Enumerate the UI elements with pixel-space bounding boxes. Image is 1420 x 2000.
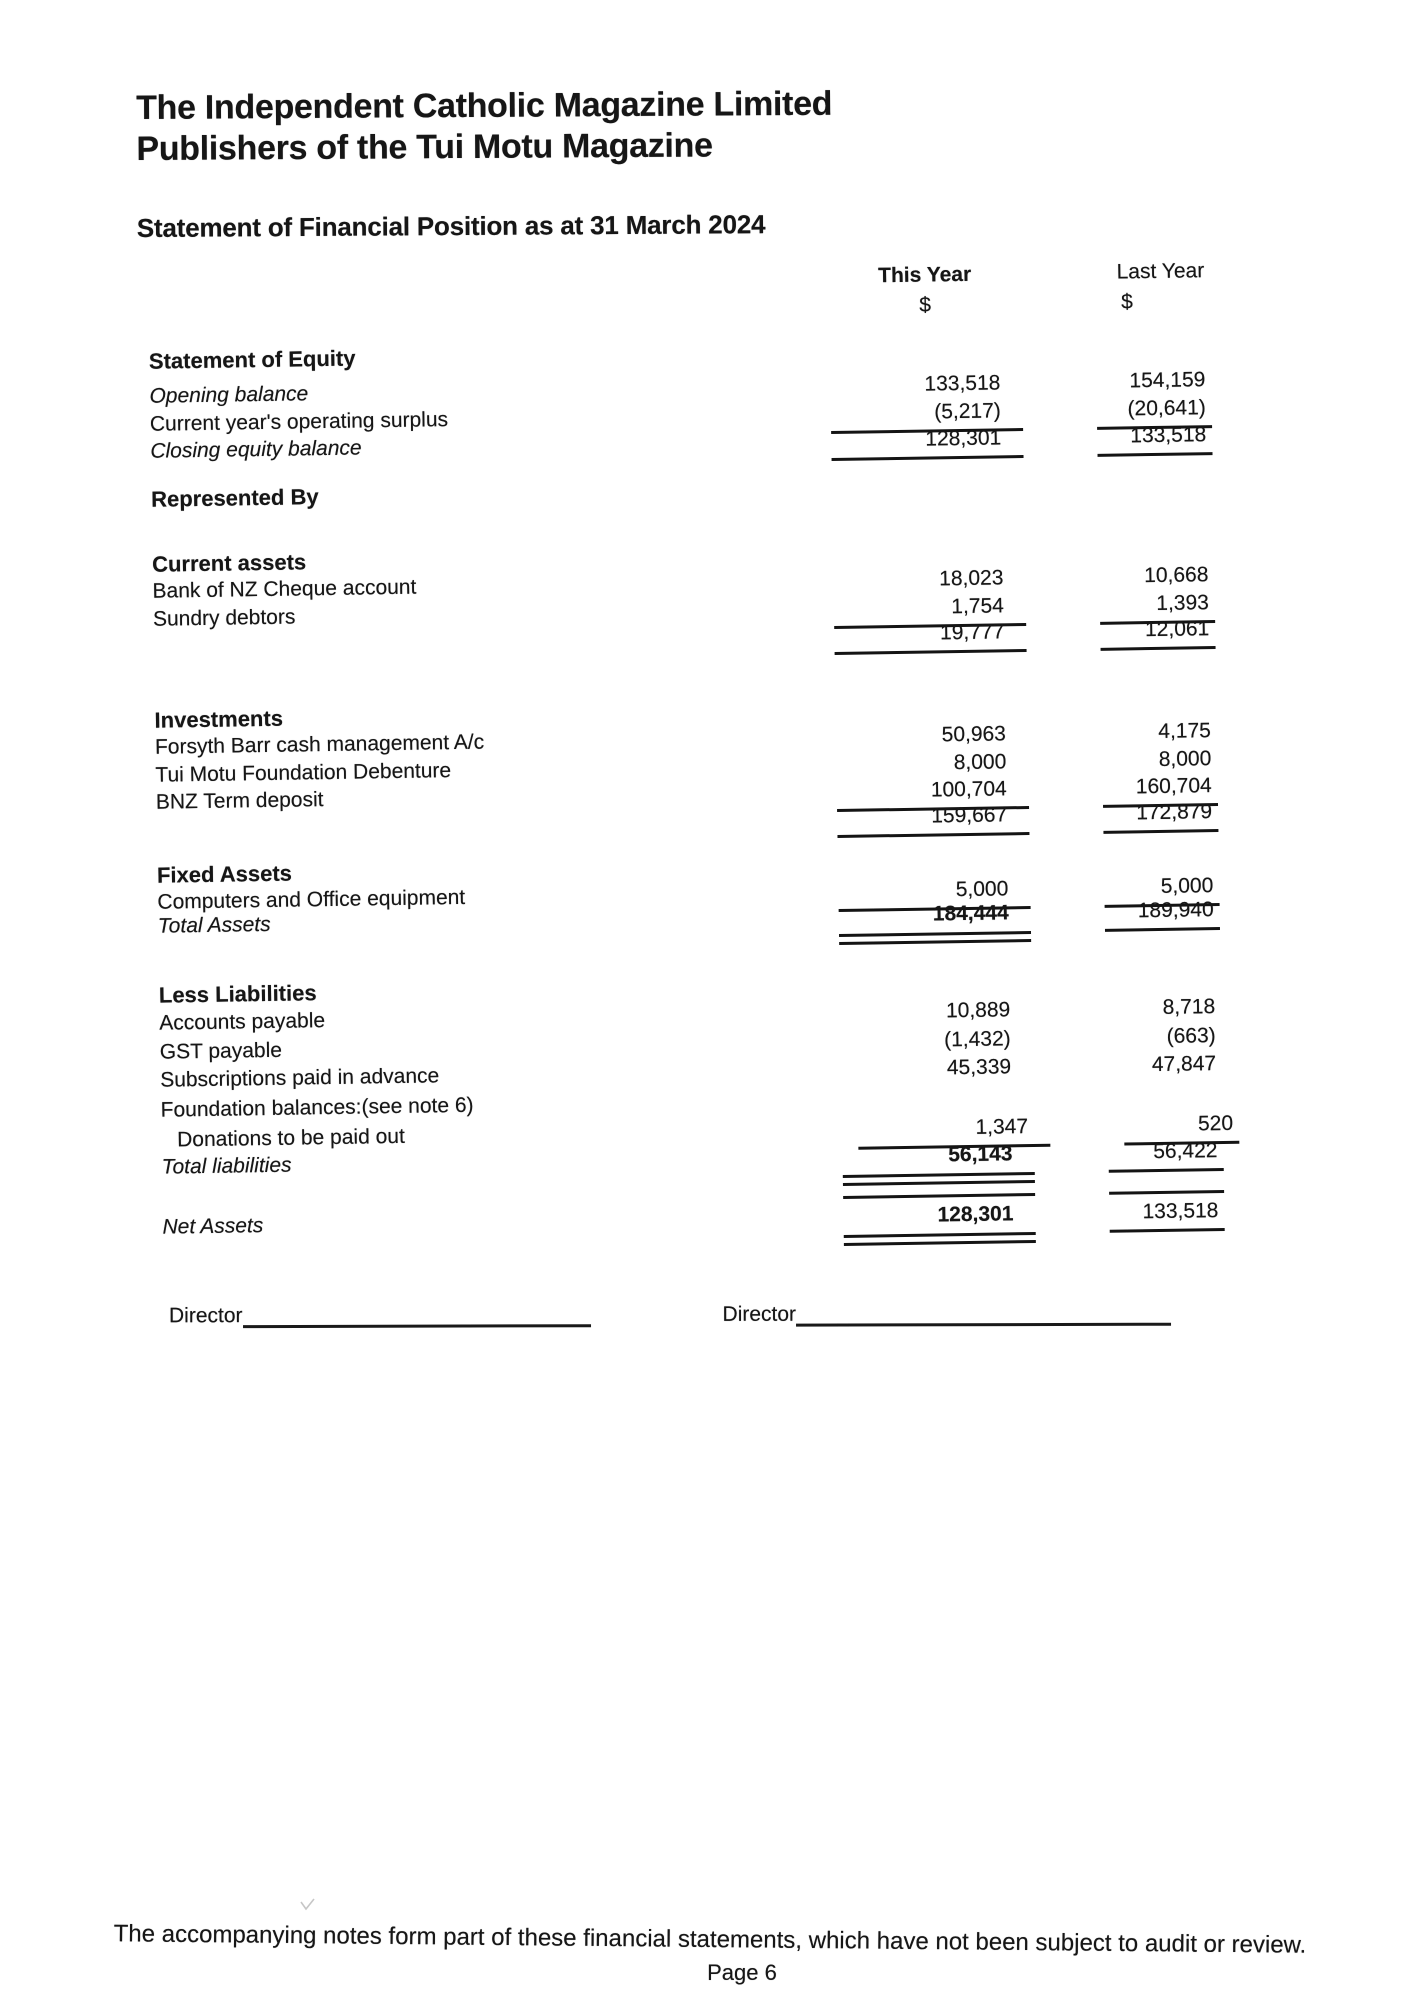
equity-section-heading: Statement of Equity — [148, 345, 356, 374]
subscriptions-last-year: 47,847 — [1151, 1052, 1217, 1077]
represented-by-heading: Represented By — [150, 484, 319, 512]
gst-payable-last-year: (663) — [1166, 1024, 1216, 1048]
sundry-debtors-this-year: 1,754 — [834, 593, 1026, 622]
empty-cell — [840, 969, 1032, 998]
investments-heading: Investments — [154, 705, 284, 733]
bank-account-this-year: 18,023 — [939, 566, 1004, 591]
term-deposit-label: BNZ Term deposit — [155, 788, 324, 814]
empty-cell — [1099, 535, 1214, 563]
total-liabilities-last-year: 56,422 — [1108, 1138, 1223, 1166]
current-assets-subtotal-last-year: 12,061 — [1100, 616, 1215, 644]
net-assets-label: Net Assets — [162, 1214, 264, 1239]
total-assets-this-year: 184,444 — [839, 900, 1031, 929]
empty-cell — [1101, 691, 1216, 719]
net-assets-this-year: 128,301 — [843, 1201, 1035, 1230]
investments-subtotal-last-year: 172,879 — [1103, 799, 1218, 827]
gst-payable-label: GST payable — [159, 1038, 283, 1064]
document-header — [136, 84, 833, 244]
last-year-column-header: Last Year — [1116, 259, 1205, 284]
page-number: Page 6 — [707, 1960, 777, 1985]
net-assets-last-year: 133,518 — [1109, 1198, 1224, 1226]
forsyth-barr-label: Forsyth Barr cash management A/c — [154, 730, 485, 759]
accounts-payable-label: Accounts payable — [159, 1009, 326, 1035]
equity-opening-label: Opening balance — [149, 382, 309, 408]
debenture-last-year: 8,000 — [1158, 747, 1212, 771]
empty-cell — [1104, 846, 1219, 874]
computers-this-year: 5,000 — [838, 876, 1030, 905]
equity-opening-last-year: 154,159 — [1129, 368, 1206, 393]
director-right-signature-line — [796, 1299, 1171, 1327]
equity-opening-this-year: 133,518 — [924, 371, 1001, 396]
empty-cell — [841, 1084, 1033, 1113]
term-deposit-this-year: 100,704 — [837, 776, 1029, 805]
signature-block — [169, 1299, 1171, 1329]
bank-account-label: Bank of NZ Cheque account — [152, 575, 417, 603]
director-left-signature-line — [242, 1300, 590, 1328]
liabilities-heading: Less Liabilities — [158, 980, 317, 1008]
empty-cell — [835, 694, 1027, 723]
director-left-label: Director — [168, 1304, 243, 1328]
empty-cell — [830, 335, 1022, 364]
forsyth-barr-this-year: 50,963 — [941, 722, 1007, 747]
subscriptions-this-year: 45,339 — [946, 1055, 1012, 1080]
company-name-line2: Publishers of the Tui Motu Magazine — [136, 126, 713, 168]
computers-last-year: 5,000 — [1104, 873, 1219, 901]
subscriptions-label: Subscriptions paid in advance — [160, 1064, 440, 1092]
debenture-label: Tui Motu Foundation Debenture — [155, 759, 452, 787]
empty-cell — [838, 849, 1030, 878]
empty-cell — [833, 538, 1025, 567]
accounts-payable-this-year: 10,889 — [945, 998, 1011, 1023]
statement-title: Statement of Financial Position as at 31 March 2024 — [136, 209, 766, 243]
this-year-column-header: This Year — [877, 262, 972, 288]
empty-cell — [1107, 1081, 1222, 1109]
equity-closing-label: Closing equity balance — [150, 436, 362, 463]
total-assets-last-year: 189,940 — [1104, 897, 1219, 925]
fixed-assets-heading: Fixed Assets — [156, 860, 293, 888]
equity-surplus-last-year: (20,641) — [1097, 395, 1212, 423]
donations-last-year: 520 — [1124, 1111, 1239, 1139]
computers-label: Computers and Office equipment — [157, 885, 466, 914]
current-assets-subtotal-this-year: 19,777 — [834, 619, 1026, 648]
bank-account-last-year: 10,668 — [1144, 563, 1209, 588]
debenture-this-year: 8,000 — [953, 750, 1007, 775]
sundry-debtors-label: Sundry debtors — [152, 605, 296, 631]
accounts-payable-last-year: 8,718 — [1162, 995, 1216, 1019]
total-liabilities-this-year: 56,143 — [842, 1141, 1034, 1170]
empty-cell — [832, 473, 1024, 502]
total-liabilities-label: Total liabilities — [161, 1153, 292, 1179]
donations-this-year: 1,347 — [858, 1114, 1050, 1143]
sundry-debtors-last-year: 1,393 — [1100, 590, 1215, 618]
equity-closing-last-year: 133,518 — [1097, 422, 1212, 450]
gst-payable-this-year: (1,432) — [943, 1027, 1011, 1052]
forsyth-barr-last-year: 4,175 — [1158, 719, 1212, 743]
company-name-line1: The Independent Catholic Magazine Limited — [136, 84, 833, 127]
empty-cell — [1098, 470, 1213, 498]
scan-artifact-mark — [300, 1898, 316, 1916]
empty-cell — [1096, 332, 1211, 360]
donations-label: Donations to be paid out — [176, 1124, 405, 1152]
empty-cell — [1106, 966, 1221, 994]
investments-subtotal-this-year: 159,667 — [837, 802, 1029, 831]
equity-surplus-this-year: (5,217) — [831, 398, 1023, 427]
financial-table — [0, 244, 1420, 1243]
current-assets-heading: Current assets — [151, 549, 307, 577]
foundation-balances-label: Foundation balances:(see note 6) — [160, 1093, 474, 1122]
last-year-currency-symbol: $ — [1120, 290, 1133, 314]
this-year-currency-symbol: $ — [919, 293, 932, 317]
total-assets-label: Total Assets — [157, 912, 271, 938]
footer-note: The accompanying notes form part of these financial statements, which have not been subject to audit or review. — [113, 1920, 1307, 1959]
represented-by-row — [0, 467, 1416, 515]
term-deposit-last-year: 160,704 — [1103, 773, 1218, 801]
director-right-label: Director — [722, 1302, 797, 1326]
net-assets-row — [7, 1195, 1420, 1243]
currency-spacer — [148, 294, 829, 331]
equity-surplus-label: Current year's operating surplus — [149, 408, 449, 436]
equity-closing-this-year: 128,301 — [831, 425, 1023, 454]
